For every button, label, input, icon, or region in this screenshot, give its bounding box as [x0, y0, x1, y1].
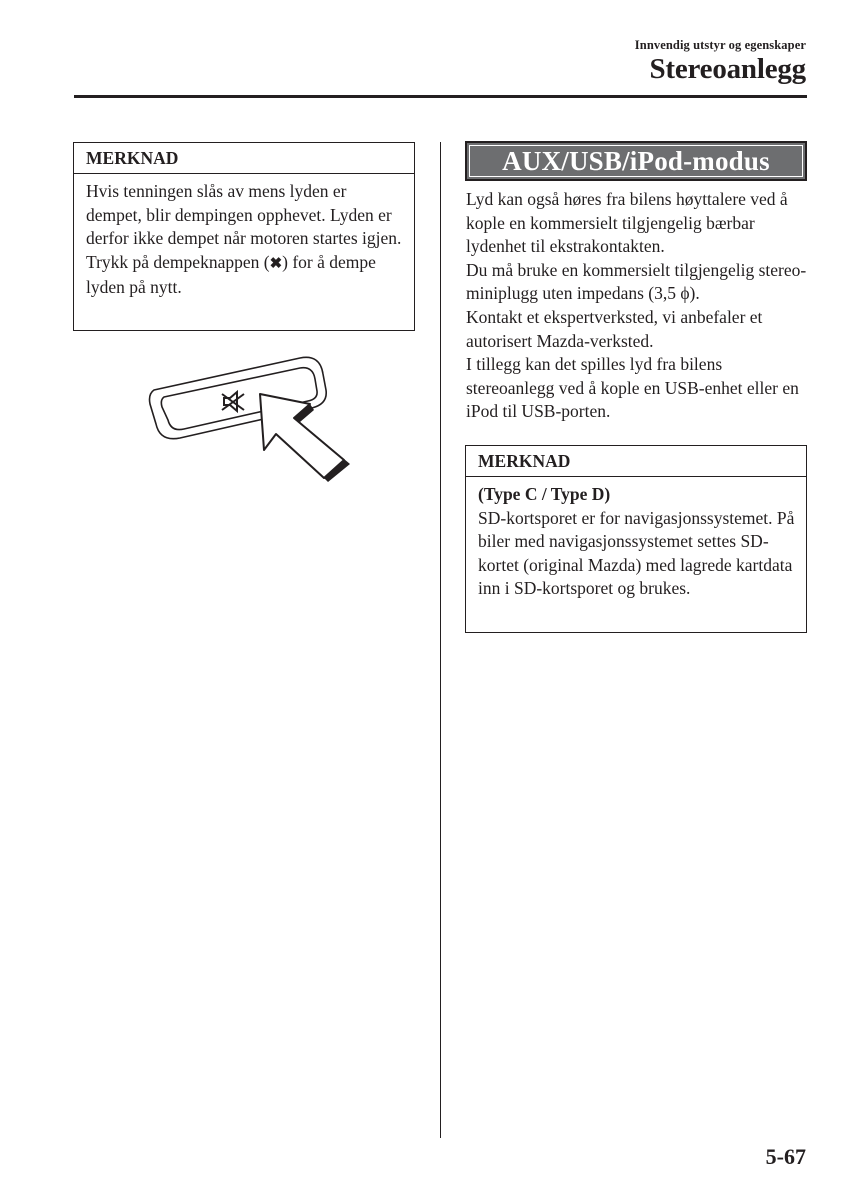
mute-button-illustration [140, 352, 355, 482]
note-body [74, 174, 414, 308]
note-box-mute [73, 142, 415, 331]
note-heading: MERKNAD [466, 446, 806, 477]
note-text-after-icon: ) for å dempe lyden på nytt. [86, 251, 376, 297]
note-text: SD-kortsporet er for navigasjonssystemet. På biler med navigasjonssystemet settes SD-kortet (original Mazda) med lagrede kartdata inn i SD-kortsporet og brukes. [478, 507, 795, 598]
page-number: 5-67 [765, 1144, 806, 1169]
column-divider [440, 142, 441, 1138]
section-label: Innvendig utstyr og egenskaper [634, 38, 806, 52]
note-box-sd-card [465, 445, 807, 633]
aux-paragraph: Du må bruke en kommersielt tilgjengelig stereo-miniplugg uten impedans (3,5 ϕ). [466, 259, 807, 304]
note-text-before-icon: Hvis tenningen slås av mens lyden er dempet, blir dempingen opphevet. Lyden er derfor ikke dempet når motoren startes igjen. Trykk på dempeknappen ( [86, 181, 402, 272]
aux-paragraph: Lyd kan også høres fra bilens høyttalere ved å kople en kommersielt tilgjengelig bærbar lydenhet til ekstrakontakten. [466, 189, 788, 257]
note-heading: MERKNAD [74, 143, 414, 174]
mute-icon [222, 392, 244, 411]
aux-paragraph: I tillegg kan det spilles lyd fra bilens stereoanlegg ved å kople en USB-enhet eller en iPod til USB-porten. [466, 354, 799, 422]
note-body [466, 477, 806, 609]
note-subheading: (Type C / Type D) [478, 484, 611, 504]
aux-section-heading [465, 141, 807, 181]
press-arrow-icon [260, 394, 344, 478]
mute-icon: ✖ [269, 255, 283, 272]
aux-paragraph: Kontakt et ekspertverksted, vi anbefaler et autorisert Mazda-verksted. [466, 306, 763, 351]
chapter-title: Stereoanlegg [649, 53, 806, 85]
aux-section-body [466, 188, 811, 424]
header-rule [74, 95, 807, 98]
aux-heading-text: AUX/USB/iPod-modus [502, 146, 770, 176]
